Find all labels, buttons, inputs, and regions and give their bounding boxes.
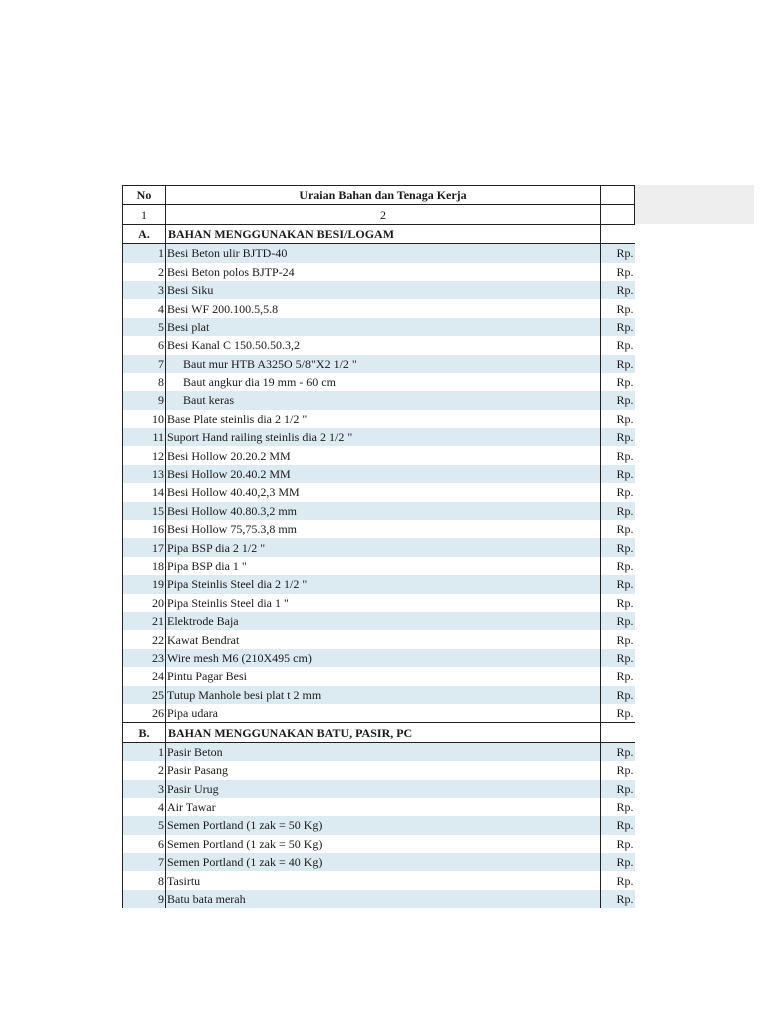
table-row[interactable] xyxy=(123,667,635,685)
section-price-cell xyxy=(601,224,635,243)
item-price-prefix: Rp. xyxy=(601,410,635,428)
table-row[interactable] xyxy=(123,502,635,520)
item-price-prefix: Rp. xyxy=(601,742,635,761)
item-number: 5 xyxy=(123,318,166,336)
item-description: Semen Portland (1 zak = 40 Kg) xyxy=(166,853,601,871)
item-price-prefix: Rp. xyxy=(601,244,635,263)
item-description: Pasir Beton xyxy=(166,742,601,761)
item-number: 2 xyxy=(123,263,166,281)
item-price-prefix: Rp. xyxy=(601,612,635,630)
table-row[interactable] xyxy=(123,853,635,871)
item-number: 23 xyxy=(123,649,166,667)
table-row[interactable] xyxy=(123,649,635,667)
item-description: Besi Kanal C 150.50.50.3,2 xyxy=(166,336,601,354)
item-price-prefix: Rp. xyxy=(601,704,635,723)
material-price-table xyxy=(122,185,635,908)
item-price-prefix: Rp. xyxy=(601,520,635,538)
table-row[interactable] xyxy=(123,465,635,483)
item-description: Pipa BSP dia 1 " xyxy=(166,557,601,575)
item-description: Air Tawar xyxy=(166,798,601,816)
table-row[interactable] xyxy=(123,612,635,630)
item-description: Baut mur HTB A325O 5/8"X2 1/2 " xyxy=(166,355,601,373)
item-description: Elektrode Baja xyxy=(166,612,601,630)
section-price-cell xyxy=(601,723,635,742)
item-number: 17 xyxy=(123,538,166,556)
table-row[interactable] xyxy=(123,835,635,853)
item-number: 21 xyxy=(123,612,166,630)
item-number: 18 xyxy=(123,557,166,575)
table-row[interactable] xyxy=(123,373,635,391)
table-row[interactable] xyxy=(123,816,635,834)
item-description: Semen Portland (1 zak = 50 Kg) xyxy=(166,835,601,853)
header-price xyxy=(601,186,635,205)
table-row[interactable] xyxy=(123,594,635,612)
item-price-prefix: Rp. xyxy=(601,798,635,816)
item-number: 7 xyxy=(123,355,166,373)
table-row[interactable] xyxy=(123,742,635,761)
table-row[interactable] xyxy=(123,557,635,575)
item-description: Besi Hollow 40.80.3,2 mm xyxy=(166,502,601,520)
table-row[interactable] xyxy=(123,336,635,354)
item-price-prefix: Rp. xyxy=(601,446,635,464)
table-row[interactable] xyxy=(123,630,635,648)
table-row[interactable] xyxy=(123,318,635,336)
item-price-prefix: Rp. xyxy=(601,336,635,354)
item-description: Kawat Bendrat xyxy=(166,630,601,648)
item-description: Semen Portland (1 zak = 50 Kg) xyxy=(166,816,601,834)
item-number: 1 xyxy=(123,742,166,761)
item-price-prefix: Rp. xyxy=(601,594,635,612)
item-number: 10 xyxy=(123,410,166,428)
item-price-prefix: Rp. xyxy=(601,890,635,908)
item-description: Besi Beton polos BJTP-24 xyxy=(166,263,601,281)
item-description: Tutup Manhole besi plat t 2 mm xyxy=(166,686,601,704)
spreadsheet xyxy=(122,185,768,908)
item-number: 26 xyxy=(123,704,166,723)
item-number: 9 xyxy=(123,890,166,908)
table-row[interactable] xyxy=(123,299,635,317)
item-number: 22 xyxy=(123,630,166,648)
section-title: BAHAN MENGGUNAKAN BESI/LOGAM xyxy=(166,224,601,243)
item-description: Baut angkur dia 19 mm - 60 cm xyxy=(166,373,601,391)
item-description: Pasir Urug xyxy=(166,780,601,798)
item-description: Batu bata merah xyxy=(166,890,601,908)
item-description: Pipa udara xyxy=(166,704,601,723)
section-row xyxy=(123,224,635,243)
table-row[interactable] xyxy=(123,686,635,704)
item-description: Besi Hollow 40.40,2,3 MM xyxy=(166,483,601,501)
item-price-prefix: Rp. xyxy=(601,780,635,798)
header-description: Uraian Bahan dan Tenaga Kerja xyxy=(166,186,601,205)
section-code: A. xyxy=(123,224,166,243)
item-price-prefix: Rp. xyxy=(601,649,635,667)
item-price-prefix: Rp. xyxy=(601,835,635,853)
item-number: 7 xyxy=(123,853,166,871)
item-description: Pintu Pagar Besi xyxy=(166,667,601,685)
column-number-row xyxy=(123,205,635,224)
table-row[interactable] xyxy=(123,704,635,723)
table-row[interactable] xyxy=(123,761,635,779)
item-number: 3 xyxy=(123,281,166,299)
item-description: Base Plate steinlis dia 2 1/2 " xyxy=(166,410,601,428)
table-row[interactable] xyxy=(123,355,635,373)
item-description: Pipa Steinlis Steel dia 2 1/2 " xyxy=(166,575,601,593)
item-description: Suport Hand railing steinlis dia 2 1/2 " xyxy=(166,428,601,446)
item-number: 6 xyxy=(123,336,166,354)
item-price-prefix: Rp. xyxy=(601,465,635,483)
item-number: 8 xyxy=(123,373,166,391)
item-description: Besi Beton ulir BJTD-40 xyxy=(166,244,601,263)
table-row[interactable] xyxy=(123,391,635,409)
item-number: 1 xyxy=(123,244,166,263)
item-number: 3 xyxy=(123,780,166,798)
item-description: Pipa BSP dia 2 1/2 " xyxy=(166,538,601,556)
item-price-prefix: Rp. xyxy=(601,667,635,685)
header-row xyxy=(123,186,635,205)
item-description: Wire mesh M6 (210X495 cm) xyxy=(166,649,601,667)
item-number: 14 xyxy=(123,483,166,501)
item-number: 15 xyxy=(123,502,166,520)
section-code: B. xyxy=(123,723,166,742)
table-row[interactable] xyxy=(123,428,635,446)
item-description: Besi Siku xyxy=(166,281,601,299)
item-price-prefix: Rp. xyxy=(601,761,635,779)
table-row[interactable] xyxy=(123,780,635,798)
item-description: Tasirtu xyxy=(166,871,601,889)
item-price-prefix: Rp. xyxy=(601,391,635,409)
item-number: 2 xyxy=(123,761,166,779)
item-description: Pipa Steinlis Steel dia 1 " xyxy=(166,594,601,612)
table-row[interactable] xyxy=(123,244,635,263)
item-price-prefix: Rp. xyxy=(601,538,635,556)
item-number: 12 xyxy=(123,446,166,464)
item-number: 25 xyxy=(123,686,166,704)
item-description: Pasir Pasang xyxy=(166,761,601,779)
item-number: 16 xyxy=(123,520,166,538)
item-number: 19 xyxy=(123,575,166,593)
item-price-prefix: Rp. xyxy=(601,557,635,575)
table-row[interactable] xyxy=(123,410,635,428)
table-row[interactable] xyxy=(123,575,635,593)
item-price-prefix: Rp. xyxy=(601,816,635,834)
table-row[interactable] xyxy=(123,263,635,281)
item-number: 4 xyxy=(123,299,166,317)
column-number: 2 xyxy=(166,205,601,224)
item-description: Besi Hollow 20.20.2 MM xyxy=(166,446,601,464)
item-price-prefix: Rp. xyxy=(601,318,635,336)
table-row[interactable] xyxy=(123,871,635,889)
section-title: BAHAN MENGGUNAKAN BATU, PASIR, PC xyxy=(166,723,601,742)
item-number: 5 xyxy=(123,816,166,834)
item-price-prefix: Rp. xyxy=(601,502,635,520)
item-price-prefix: Rp. xyxy=(601,853,635,871)
item-price-prefix: Rp. xyxy=(601,871,635,889)
item-number: 24 xyxy=(123,667,166,685)
item-price-prefix: Rp. xyxy=(601,575,635,593)
item-price-prefix: Rp. xyxy=(601,263,635,281)
item-description: Besi Hollow 75,75.3,8 mm xyxy=(166,520,601,538)
table-row[interactable] xyxy=(123,538,635,556)
section-row xyxy=(123,723,635,742)
item-description: Besi WF 200.100.5,5.8 xyxy=(166,299,601,317)
item-number: 8 xyxy=(123,871,166,889)
table-row[interactable] xyxy=(123,483,635,501)
item-number: 6 xyxy=(123,835,166,853)
item-price-prefix: Rp. xyxy=(601,373,635,391)
item-price-prefix: Rp. xyxy=(601,428,635,446)
item-price-prefix: Rp. xyxy=(601,686,635,704)
item-price-prefix: Rp. xyxy=(601,630,635,648)
table-row[interactable] xyxy=(123,281,635,299)
item-description: Baut keras xyxy=(166,391,601,409)
item-number: 4 xyxy=(123,798,166,816)
item-number: 9 xyxy=(123,391,166,409)
table-row[interactable] xyxy=(123,798,635,816)
item-price-prefix: Rp. xyxy=(601,281,635,299)
table-row[interactable] xyxy=(123,890,635,908)
item-number: 11 xyxy=(123,428,166,446)
item-price-prefix: Rp. xyxy=(601,299,635,317)
item-description: Besi Hollow 20.40.2 MM xyxy=(166,465,601,483)
header-no: No xyxy=(123,186,166,205)
table-row[interactable] xyxy=(123,520,635,538)
table-row[interactable] xyxy=(123,446,635,464)
item-number: 20 xyxy=(123,594,166,612)
item-number: 13 xyxy=(123,465,166,483)
item-price-prefix: Rp. xyxy=(601,483,635,501)
item-price-prefix: Rp. xyxy=(601,355,635,373)
item-description: Besi plat xyxy=(166,318,601,336)
column-number: 1 xyxy=(123,205,166,224)
column-number xyxy=(601,205,635,224)
